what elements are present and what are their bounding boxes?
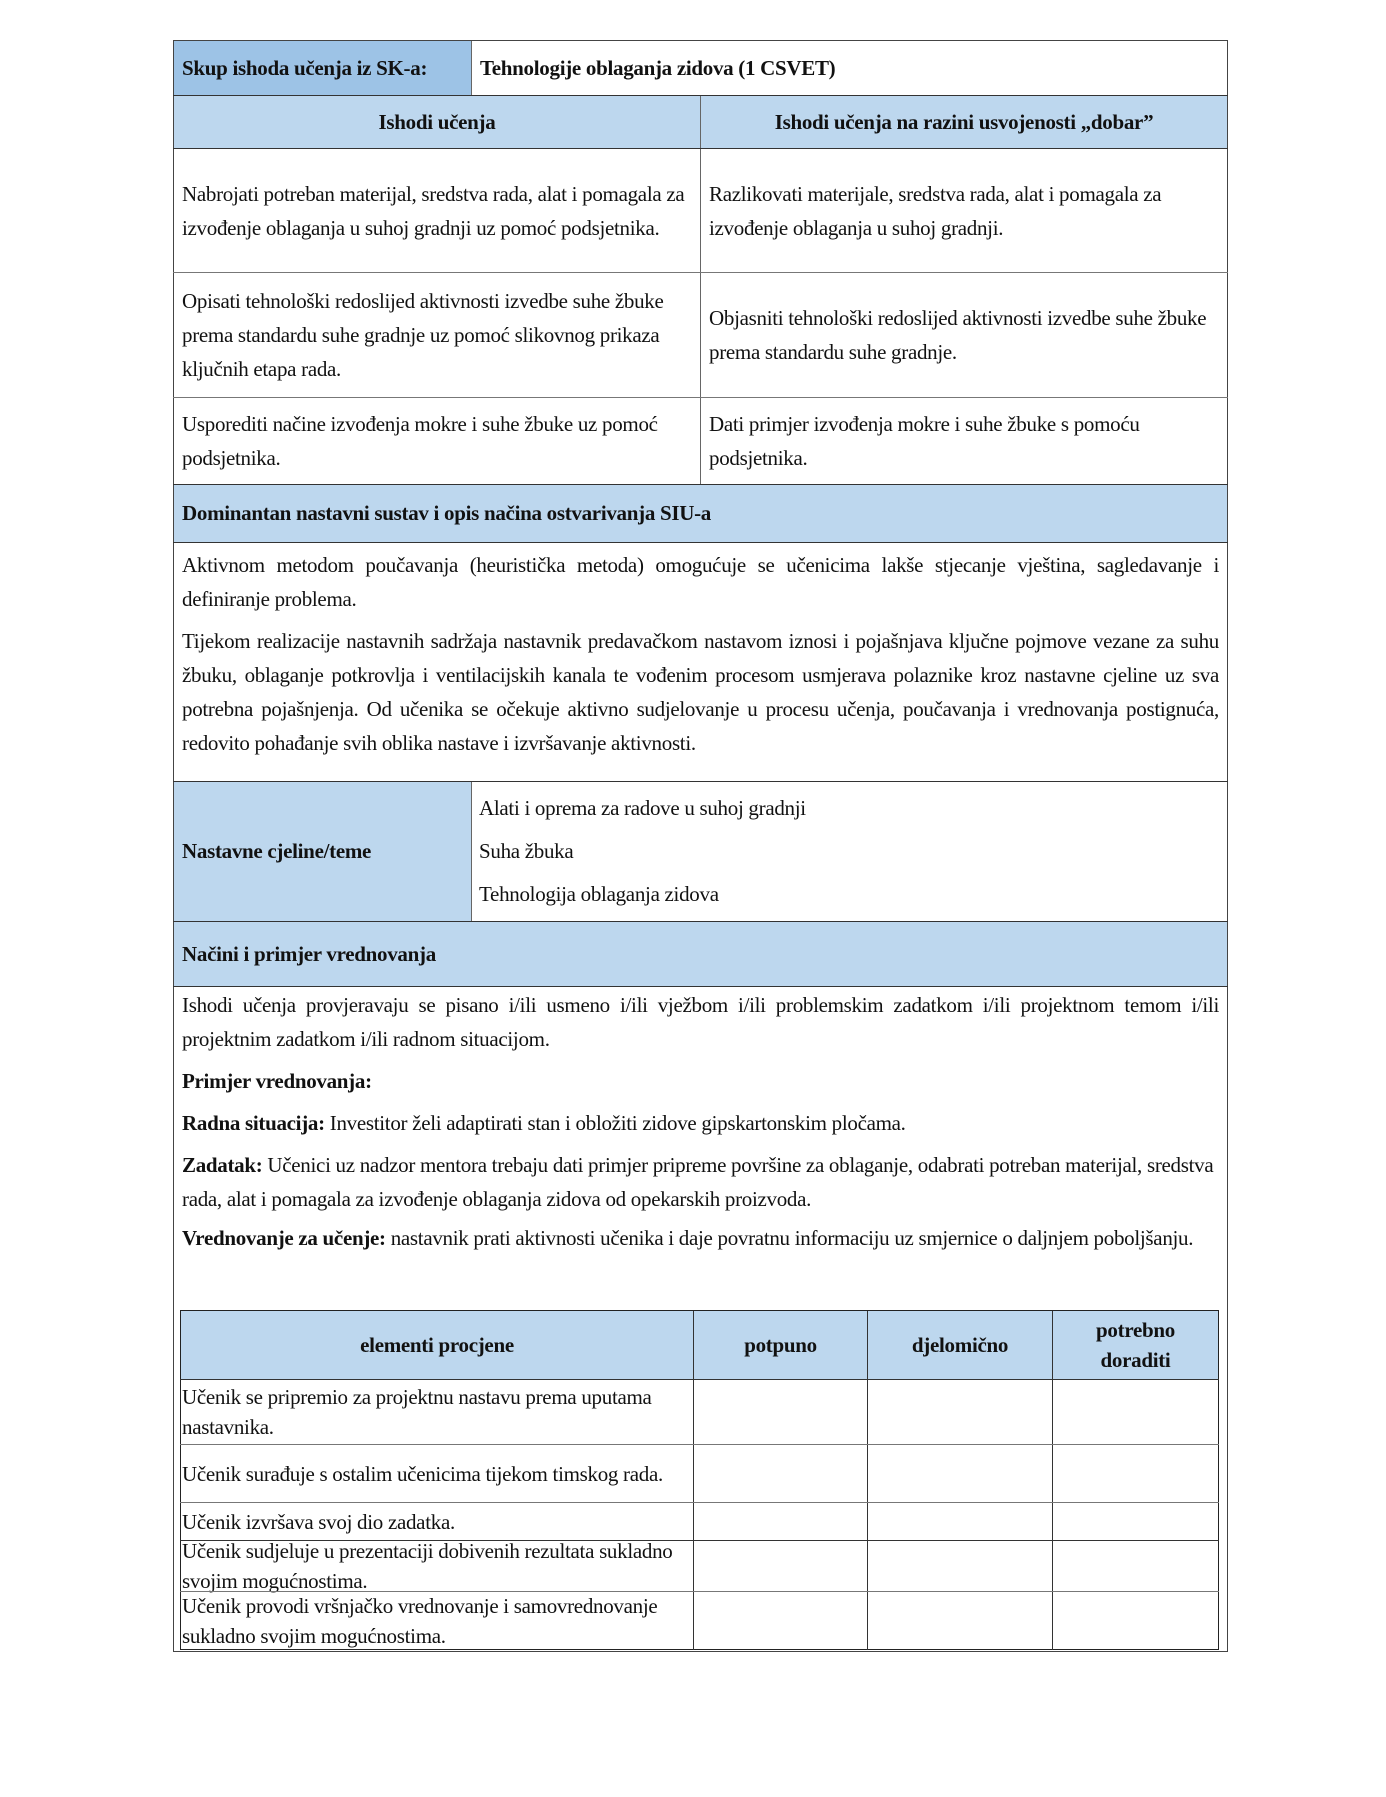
outcomes-header xyxy=(174,96,700,148)
good-level-row-3 xyxy=(701,398,1227,484)
rubric-header-needs-work xyxy=(1053,1311,1218,1379)
rubric-criterion: Učenik se pripremio za projektnu nastavu prema uputama nastavnika. xyxy=(182,1385,652,1439)
assessment xyxy=(182,1224,1219,1252)
set-label: Skup ishoda učenja iz SK-a: xyxy=(182,55,428,80)
rubric-row xyxy=(182,1541,692,1591)
evaluation-intro: Ishodi učenja provjeravaju se pisano i/ili usmeno i/ili vježbom i/ili problemskim zadatkom i/ili projektnom temom i/ili projektnim zadatkom i/ili radnom situacijom. xyxy=(182,993,1219,1051)
rubric-criterion: Učenik sudjeluje u prezentaciji dobivenih rezultata sukladno svojim mogućnostima. xyxy=(182,1539,673,1593)
set-label-cell xyxy=(174,41,471,95)
rubric-header-label: potrebno doraditi xyxy=(1096,1318,1175,1372)
evaluation-title: Načini i primjer vrednovanja xyxy=(182,941,436,966)
units-label: Nastavne cjeline/teme xyxy=(182,839,372,863)
outcome-text: Nabrojati potreban materijal, sredstva rada, alat i pomagala za izvođenje oblaganja u suhoj gradnji uz pomoć podsjetnika. xyxy=(182,181,685,240)
rubric-criterion: Učenik provodi vršnjačko vrednovanje i samovrednovanje sukladno svojim mogućnostima. xyxy=(182,1593,658,1648)
evaluation-body xyxy=(174,988,1227,1252)
teaching-paragraph: Tijekom realizacije nastavnih sadržaja nastavnik predavačkom nastavom iznosi i pojašnjava ključne pojmove vezane za suhu žbuku, oblaganje potkrovlja i ventilacijskih kanala te vođenim procesom usmjerava polaznike kroz nastavne cjeline uz sva potrebna pojašnjenja. Od učenika se očekuje aktivno sudjelovanje u procesu učenja, poučavanja i vrednovanja postignuća, redovito pohađanje svih oblika nastave i izvršavanje aktivnosti. xyxy=(182,629,1219,755)
teaching-paragraph: Aktivnom metodom poučavanja (heuristička metoda) omogućuje se učenicima lakše stjecanje vještina, sagledavanje i definiranje problema. xyxy=(182,553,1219,611)
good-level-header xyxy=(701,96,1227,148)
evaluation-header xyxy=(174,922,1227,986)
rubric-row xyxy=(182,1380,692,1444)
outcome-row-1 xyxy=(174,149,700,272)
outcome-row-3 xyxy=(174,398,700,484)
rubric-header-label: elementi procjene xyxy=(360,1332,514,1357)
task xyxy=(182,1148,1219,1216)
rubric-header-elements xyxy=(181,1311,693,1379)
assessment-label: Vrednovanje za učenje: xyxy=(182,1226,386,1250)
rubric-header-partial xyxy=(868,1311,1052,1379)
assessment-text: nastavnik prati aktivnosti učenika i daje povratnu informaciju uz smjernice o daljnjem poboljšanju. xyxy=(385,1226,1194,1250)
teaching-system-body xyxy=(174,548,1227,760)
good-level-row-2 xyxy=(701,273,1227,397)
teaching-system-header xyxy=(174,485,1227,542)
rubric-criterion: Učenik surađuje s ostalim učenicima tijekom timskog rada. xyxy=(182,1461,663,1486)
units-label-cell xyxy=(174,782,471,921)
good-level-text: Razlikovati materijale, sredstva rada, alat i pomagala za izvođenje oblaganja u suhoj gradnji. xyxy=(709,181,1162,240)
outcome-text: Usporediti načine izvođenja mokre i suhe žbuke uz pomoć podsjetnika. xyxy=(182,412,658,470)
outcome-row-2 xyxy=(174,273,700,397)
rubric-row xyxy=(182,1503,692,1540)
rubric-row xyxy=(182,1445,692,1502)
units-list xyxy=(472,787,1227,916)
work-situation xyxy=(182,1106,1219,1140)
good-level-header-label: Ishodi učenja na razini usvojenosti „dobar” xyxy=(774,109,1154,134)
task-label: Zadatak: xyxy=(182,1153,263,1177)
rubric-criterion: Učenik izvršava svoj dio zadatka. xyxy=(182,1509,455,1534)
work-situation-label: Radna situacija: xyxy=(182,1111,325,1135)
work-situation-text: Investitor želi adaptirati stan i obložiti zidove gipskartonskim pločama. xyxy=(324,1111,906,1135)
good-level-text: Dati primjer izvođenja mokre i suhe žbuke s pomoću podsjetnika. xyxy=(709,412,1140,470)
unit-item: Tehnologija oblaganja zidova xyxy=(479,882,719,906)
good-level-text: Objasniti tehnološki redoslijed aktivnosti izvedbe suhe žbuke prema standardu suhe gradnje. xyxy=(709,306,1207,364)
set-value-cell xyxy=(472,41,1227,95)
unit-item: Suha žbuka xyxy=(479,839,574,863)
task-text: Učenici uz nadzor mentora trebaju dati primjer pripreme površine za oblaganje, odabrati potreban materijal, sredstva rada, alat i pomagala za izvođenje oblaganja zidova od opekarskih proizvoda. xyxy=(182,1153,1214,1211)
rubric-header-label: potpuno xyxy=(744,1332,817,1357)
unit-item: Alati i oprema za radove u suhoj gradnji xyxy=(479,796,806,820)
outcomes-header-label: Ishodi učenja xyxy=(378,109,496,134)
example-title: Primjer vrednovanja: xyxy=(182,1069,372,1093)
good-level-row-1 xyxy=(701,149,1227,272)
rubric-header-label: djelomično xyxy=(911,1332,1009,1357)
rubric-header-full xyxy=(694,1311,867,1379)
set-value: Tehnologije oblaganja zidova (1 CSVET) xyxy=(480,55,836,80)
rubric-row xyxy=(182,1592,692,1649)
teaching-system-title: Dominantan nastavni sustav i opis načina ostvarivanja SIU-a xyxy=(182,501,711,525)
outcome-text: Opisati tehnološki redoslijed aktivnosti izvedbe suhe žbuke prema standardu suhe gradnje uz pomoć slikovnog prikaza ključnih etapa rada. xyxy=(182,289,664,381)
